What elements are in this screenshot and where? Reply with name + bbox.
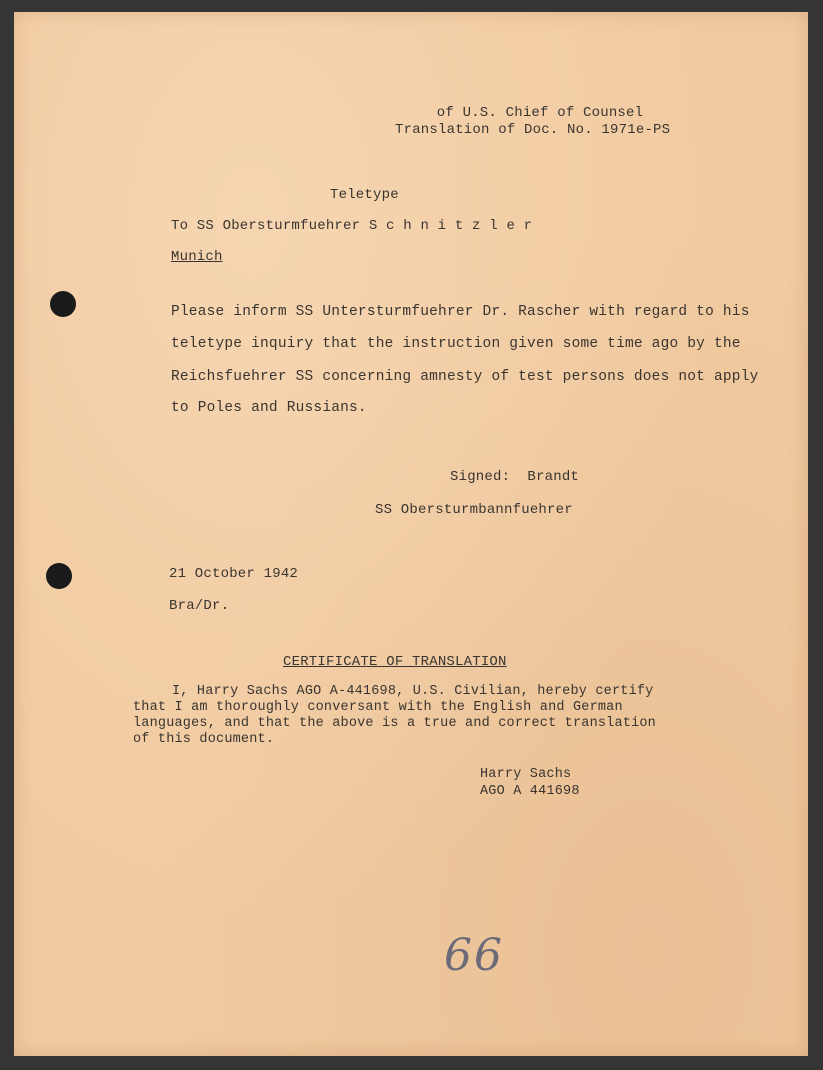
certificate-line: that I am thoroughly conversant with the English and German bbox=[133, 700, 623, 715]
place-line: Munich bbox=[171, 249, 223, 265]
handwritten-page-number: 66 bbox=[444, 930, 504, 981]
certificate-line: languages, and that the above is a true and correct translation bbox=[133, 716, 656, 731]
certificate-line: I, Harry Sachs AGO A-441698, U.S. Civilian, hereby certify bbox=[172, 684, 654, 699]
teletype-title: Teletype bbox=[330, 187, 399, 203]
translator-id: AGO A 441698 bbox=[480, 784, 580, 799]
punch-hole-bottom bbox=[46, 563, 72, 589]
signature-line: Signed: Brandt bbox=[450, 469, 580, 485]
document-page bbox=[14, 12, 808, 1056]
body-line: teletype inquiry that the instruction given some time ago by the bbox=[171, 336, 741, 352]
date-line: 21 October 1942 bbox=[169, 566, 299, 582]
header-doc-number: Translation of Doc. No. 1971e-PS bbox=[395, 122, 671, 138]
certificate-line: of this document. bbox=[133, 732, 275, 747]
initials-line: Bra/Dr. bbox=[169, 598, 230, 614]
translator-name: Harry Sachs bbox=[480, 767, 572, 782]
body-line: Please inform SS Untersturmfuehrer Dr. Rascher with regard to his bbox=[171, 304, 750, 320]
body-line: Reichsfuehrer SS concerning amnesty of test persons does not apply bbox=[171, 369, 759, 385]
addressee-line: To SS Obersturmfuehrer S c h n i t z l e r bbox=[171, 218, 533, 234]
certificate-heading: CERTIFICATE OF TRANSLATION bbox=[283, 654, 507, 670]
body-line: to Poles and Russians. bbox=[171, 400, 367, 416]
signer-rank: SS Obersturmbannfuehrer bbox=[375, 502, 573, 518]
header-office-line: of U.S. Chief of Counsel bbox=[411, 105, 644, 121]
punch-hole-top bbox=[50, 291, 76, 317]
